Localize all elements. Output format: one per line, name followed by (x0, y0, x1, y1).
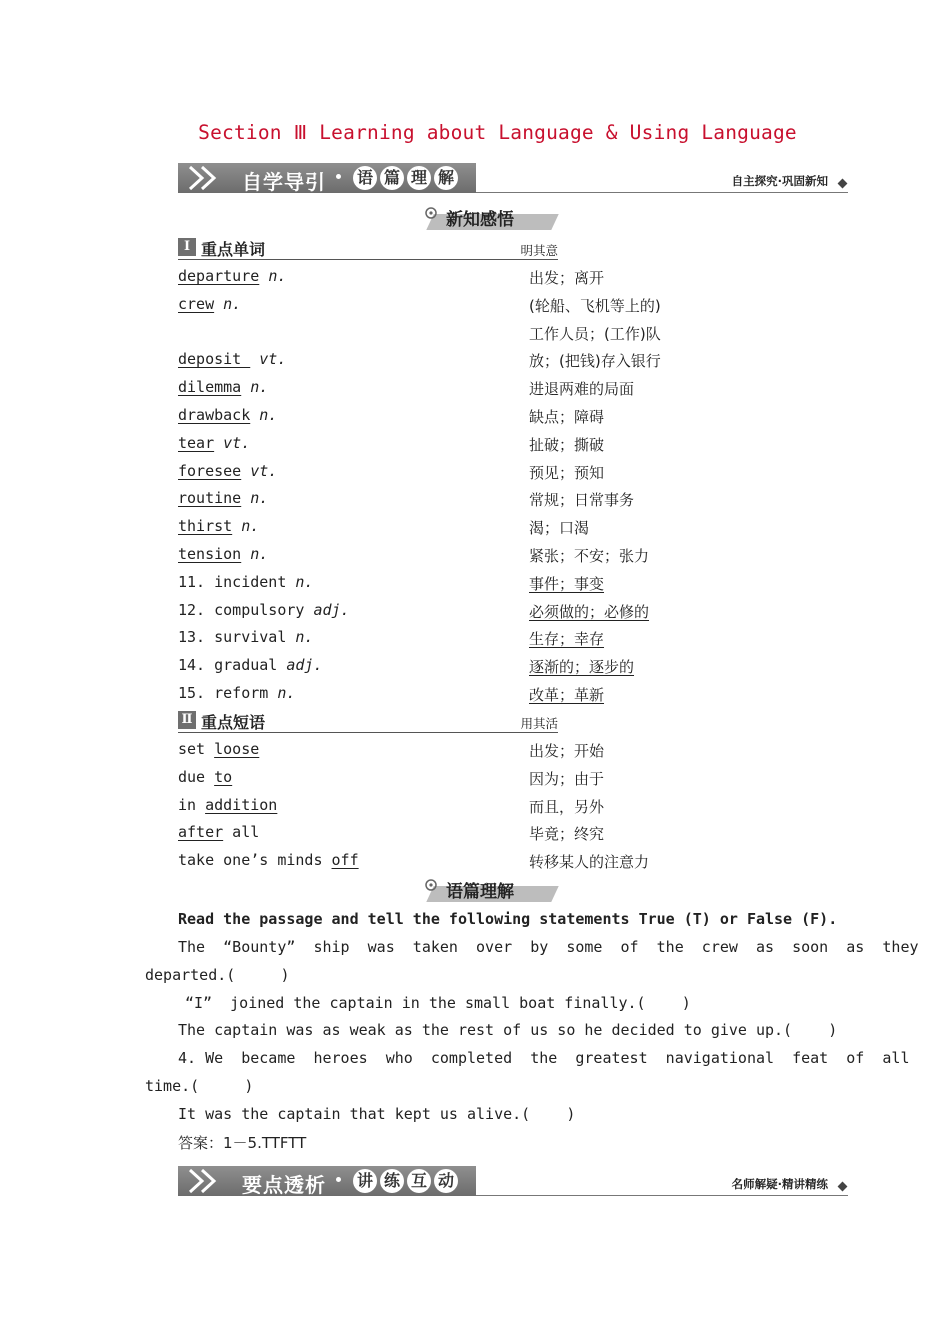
word-text: tear (178, 434, 215, 452)
part-of-speech: vt. (250, 462, 278, 480)
word-meaning: 工作人员；(工作)队 (529, 325, 661, 343)
part-of-speech: n. (277, 684, 296, 702)
statement-3: The captain was as weak as the rest of us so he decided to give up.( ) (178, 1021, 838, 1039)
word-text: routine (178, 489, 242, 507)
phrase-entry (178, 740, 259, 758)
part-of-speech: vt. (223, 434, 251, 452)
banner-rule (476, 192, 848, 193)
flower-icon (424, 878, 438, 892)
word-entry (178, 434, 250, 452)
word-text: dilemma (178, 378, 242, 396)
phrase-pre: in (178, 796, 206, 814)
answer-key: 答案：1－5.TTFTT (178, 1134, 307, 1152)
word-text: foresee (178, 462, 242, 480)
tag-passage-understanding: 语篇理解 (446, 882, 514, 902)
word-entry (178, 573, 313, 591)
word-entry (178, 323, 187, 341)
banner-dot (336, 1177, 341, 1182)
statement-4: 4. We became heroes who completed the greatest navigational feat of all (178, 1049, 910, 1067)
word-entry (178, 295, 241, 313)
word-text: 12. compulsory (178, 601, 305, 619)
word-text: 13. survival (178, 628, 287, 646)
word-entry (178, 267, 286, 285)
banner-rule (476, 1195, 848, 1196)
phrase-post: all (223, 823, 260, 841)
section-banner-key-points (178, 1166, 848, 1198)
section-label: 重点短语 (201, 713, 266, 732)
section-header-key-words (178, 237, 558, 260)
word-meaning: 逐渐的；逐步的 (529, 658, 635, 676)
phrase-blank: to (214, 768, 233, 786)
banner-circle-char: 理 (407, 166, 431, 190)
phrase-meaning: 转移某人的注意力 (529, 853, 650, 871)
phrase-meaning: 而且，另外 (529, 798, 605, 816)
part-of-speech: n. (250, 489, 269, 507)
word-meaning: 渴；口渴 (529, 519, 590, 537)
word-meaning: 进退两难的局面 (529, 380, 635, 398)
section-header-key-phrases (178, 710, 558, 733)
part-of-speech: n. (250, 378, 269, 396)
word-meaning: (轮船、飞机等上的) (529, 297, 661, 315)
word-entry (178, 628, 313, 646)
word-meaning: 缺点；障碍 (529, 408, 605, 426)
word-meaning: 紧张；不安；张力 (529, 547, 650, 565)
section-number: Ⅱ (178, 711, 196, 729)
banner-circle-char: 语 (353, 166, 377, 190)
word-meaning: 出发；离开 (529, 269, 605, 287)
word-text: 15. reform (178, 684, 269, 702)
diamond-icon (838, 179, 848, 189)
phrase-meaning: 出发；开始 (529, 742, 605, 760)
banner-circle-char: 互 (407, 1169, 431, 1193)
statement-1-cont: departed.( ) (145, 966, 290, 984)
word-entry (178, 378, 268, 396)
word-entry (178, 684, 295, 702)
part-of-speech: vt. (259, 350, 287, 368)
word-text: tension (178, 545, 242, 563)
banner-circle-char: 练 (380, 1169, 404, 1193)
word-meaning: 放；(把钱)存入银行 (529, 352, 661, 370)
word-meaning: 预见；预知 (529, 464, 605, 482)
word-text: 14. gradual (178, 656, 278, 674)
phrase-entry (178, 768, 232, 786)
banner-title: 要点透析 (242, 1173, 326, 1197)
word-text: departure (178, 267, 260, 285)
word-entry (178, 601, 350, 619)
word-text: deposit (178, 350, 251, 368)
word-meaning: 生存；幸存 (529, 630, 605, 648)
word-text: crew (178, 295, 215, 313)
banner-circle-char: 篇 (380, 166, 404, 190)
diamond-icon (838, 1182, 848, 1192)
phrase-blank: off (331, 851, 359, 869)
section-hint: 明其意 (520, 243, 558, 258)
statement-4-cont: time.( ) (145, 1077, 254, 1095)
section-number: Ⅰ (178, 238, 196, 256)
banner-circle-char: 解 (434, 166, 458, 190)
phrase-blank: after (178, 823, 224, 841)
double-chevron-icon (186, 1168, 232, 1194)
section-banner-self-study (178, 163, 848, 195)
word-entry (178, 489, 268, 507)
part-of-speech: adj. (313, 601, 350, 619)
phrase-meaning: 毕竟；终究 (529, 825, 605, 843)
phrase-entry (178, 823, 259, 841)
phrase-entry (178, 851, 359, 869)
word-meaning: 必须做的；必修的 (529, 603, 650, 621)
phrase-meaning: 因为；由于 (529, 770, 605, 788)
double-chevron-icon (186, 165, 232, 191)
word-meaning: 扯破；撕破 (529, 436, 605, 454)
word-entry (178, 545, 268, 563)
word-text: thirst (178, 517, 233, 535)
part-of-speech: n. (295, 573, 314, 591)
word-entry (178, 656, 323, 674)
part-of-speech: n. (250, 545, 269, 563)
banner-subtitle: 自主探究·巩固新知 (731, 174, 828, 188)
instruction: Read the passage and tell the following statements True (T) or False (F). (178, 910, 838, 928)
part-of-speech: n. (241, 517, 260, 535)
banner-title: 自学导引 (242, 170, 326, 194)
banner-dot (336, 174, 341, 179)
word-entry (178, 350, 286, 368)
part-of-speech: n. (259, 406, 278, 424)
word-entry (178, 517, 259, 535)
banner-circle-char: 动 (434, 1169, 458, 1193)
word-meaning: 常规；日常事务 (529, 491, 635, 509)
word-text: 11. incident (178, 573, 287, 591)
phrase-pre: due (178, 768, 215, 786)
section-hint: 用其活 (520, 716, 558, 731)
section-label: 重点单词 (201, 240, 266, 259)
banner-subtitle: 名师解疑·精讲精练 (731, 1177, 828, 1191)
part-of-speech: n. (223, 295, 242, 313)
page-title: Section Ⅲ Learning about Language & Using Language (198, 121, 797, 144)
word-entry (178, 462, 277, 480)
part-of-speech: adj. (286, 656, 323, 674)
statement-1: The “Bounty” ship was taken over by some of the crew as soon as they (178, 938, 919, 956)
flower-icon (424, 206, 438, 220)
statement-5: It was the captain that kept us alive.( ) (178, 1105, 576, 1123)
word-entry (178, 406, 277, 424)
phrase-pre: set (178, 740, 215, 758)
banner-circle-char: 讲 (353, 1169, 377, 1193)
tag-new-knowledge: 新知感悟 (446, 210, 514, 230)
part-of-speech: n. (268, 267, 287, 285)
word-meaning: 事件；事变 (529, 575, 605, 593)
phrase-pre: take one’s minds (178, 851, 332, 869)
part-of-speech: n. (295, 628, 314, 646)
word-text: drawback (178, 406, 251, 424)
phrase-entry (178, 796, 277, 814)
phrase-blank: addition (205, 796, 278, 814)
phrase-blank: loose (214, 740, 260, 758)
word-meaning: 改革；革新 (529, 686, 605, 704)
statement-2: “I” joined the captain in the small boat finally.( ) (185, 994, 691, 1012)
